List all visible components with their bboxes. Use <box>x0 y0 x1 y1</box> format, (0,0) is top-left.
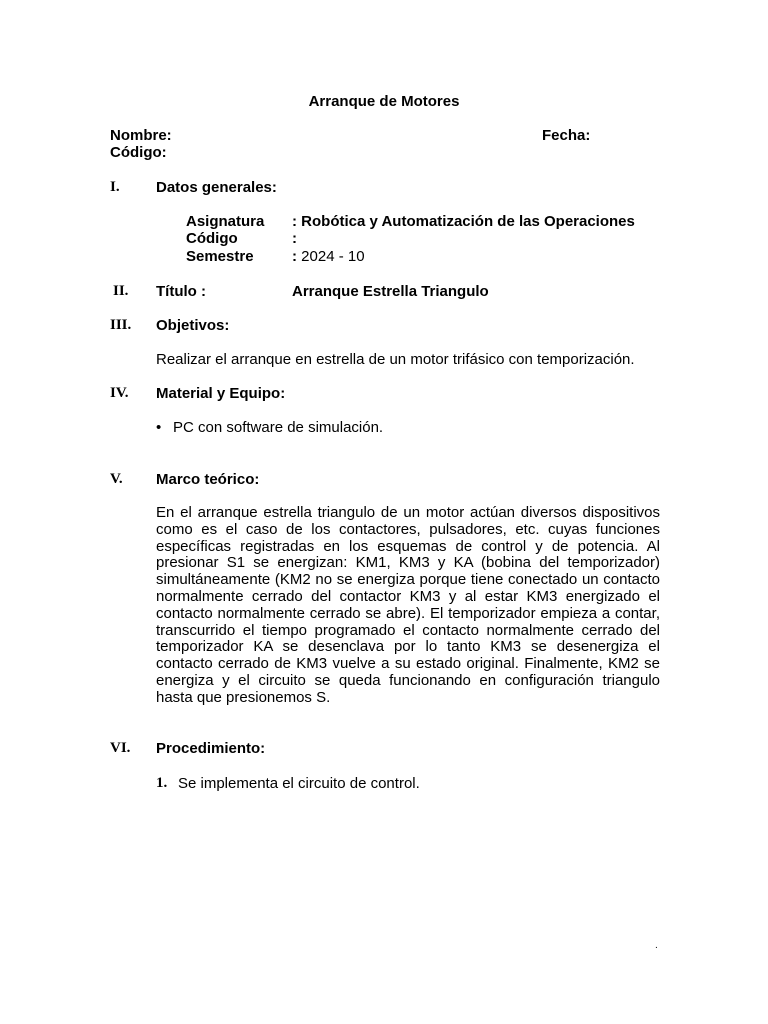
material-item: PC con software de simulación. <box>173 419 384 436</box>
nombre-label: Nombre: <box>110 127 172 144</box>
codigo-label: Código: <box>110 144 167 161</box>
section-5-numeral: V. <box>110 471 123 487</box>
section-4-numeral: IV. <box>110 385 129 401</box>
objective-text: Realizar el arranque en estrella de un motor trifásico con temporización. <box>156 351 635 368</box>
semestre-value: 2024 - 10 <box>297 248 365 265</box>
fecha-label: Fecha: <box>542 127 591 144</box>
section-5-heading: Marco teórico: <box>156 471 260 488</box>
section-1-heading: Datos generales: <box>156 179 277 196</box>
asignatura-label: Asignatura <box>186 213 265 230</box>
semestre-label: Semestre <box>186 248 254 265</box>
bullet-icon: • <box>156 419 162 436</box>
codigo-course-label: Código <box>186 230 238 247</box>
section-1-numeral: I. <box>110 179 120 195</box>
page-footer-mark: . <box>655 940 658 951</box>
section-2-numeral: II. <box>113 283 129 299</box>
document-title: Arranque de Motores <box>308 93 460 110</box>
asignatura-value: : Robótica y Automatización de las Operaciones <box>292 213 635 230</box>
theory-paragraph: En el arranque estrella triangulo de un motor actúan diversos dispositivos como es el caso de los contactores, pulsadores, etc. cuyas funciones específicas registradas en los esquemas de control y de potencia. Al presionar S1 se energizan: KM1, KM3 y KA (bobina del temporizador) simultáneamente (KM2 no se energiza porque tiene conectado un contacto normalmente cerrado del contactor KM3 y al estar KM3 energizado el contacto normalmente cerrado se abre). El temporizador empieza a contar, transcurrido el tiempo programado el contacto normalmente cerrado del temporizador KA se desenclava por lo tanto KM3 se desenergiza el contacto cerrado de KM3 vuelve a su estado original. Finalmente, KM2 se energiza y el circuito se queda funcionando en configuración triangulo hasta que presionemos S. <box>156 504 660 706</box>
step-text: Se implementa el circuito de control. <box>178 775 420 792</box>
section-4-heading: Material y Equipo: <box>156 385 286 402</box>
section-6-numeral: VI. <box>110 740 131 756</box>
semestre-value-row <box>292 248 365 265</box>
semestre-colon: : <box>292 248 297 265</box>
practice-title-value: Arranque Estrella Triangulo <box>292 283 489 300</box>
section-3-numeral: III. <box>110 317 132 333</box>
section-2-heading: Título : <box>156 283 206 300</box>
section-3-heading: Objetivos: <box>156 317 230 334</box>
step-number: 1. <box>156 775 168 791</box>
section-6-heading: Procedimiento: <box>156 740 266 757</box>
codigo-course-value: : <box>292 230 297 247</box>
